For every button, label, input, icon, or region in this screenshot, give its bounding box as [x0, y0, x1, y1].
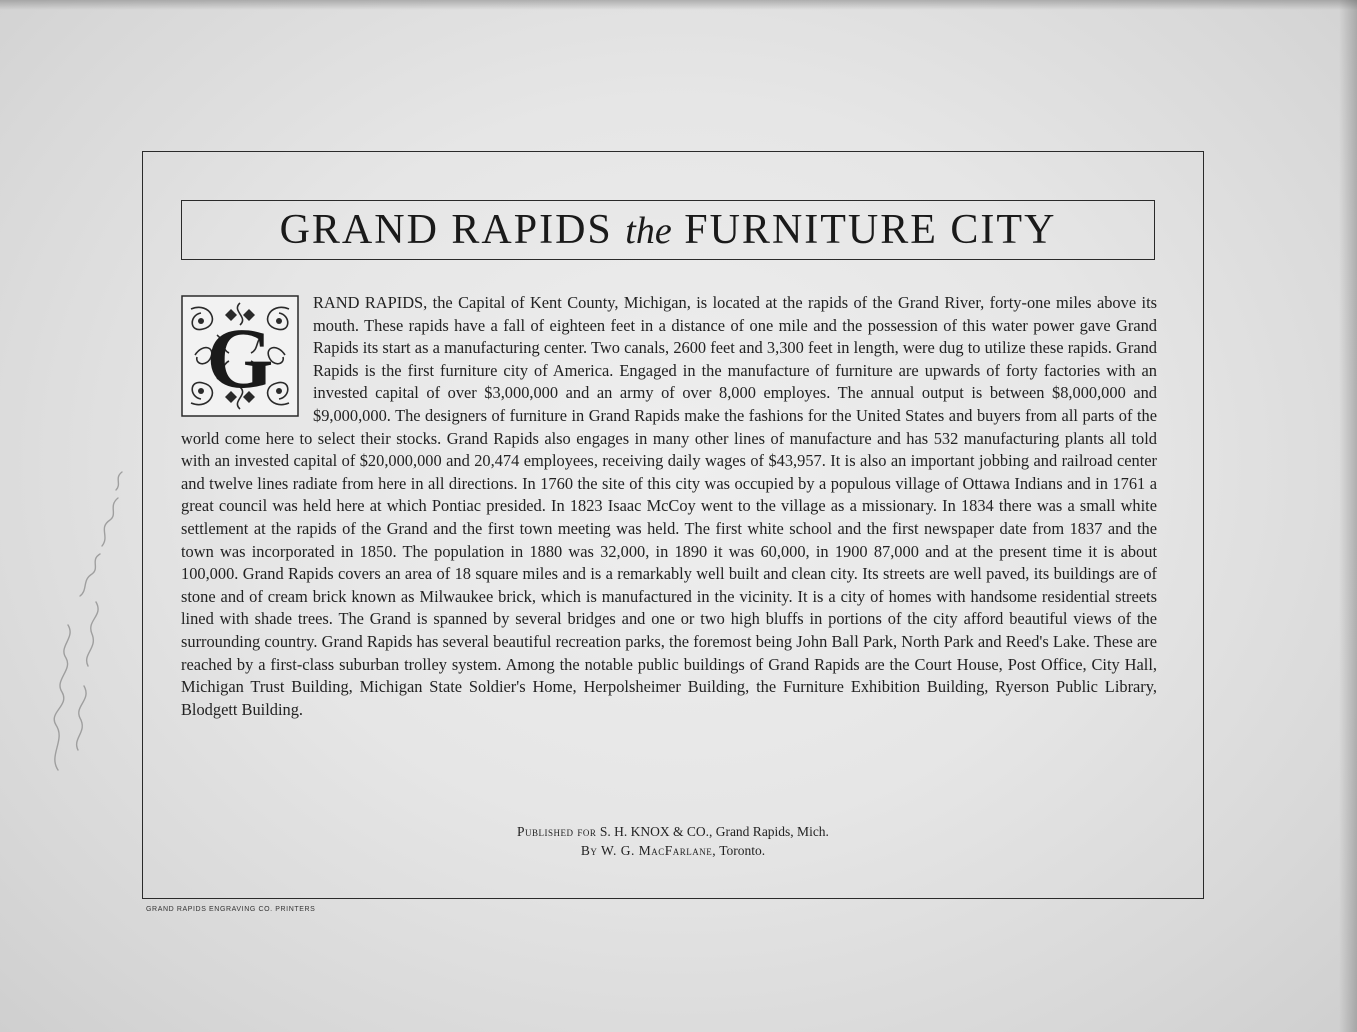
text-frame: [142, 151, 1204, 899]
pencil-inscription: [18, 470, 148, 790]
imprint-line-1: Published for S. H. KNOX & CO., Grand Rapids, Mich.: [517, 824, 829, 839]
imprint-line-2: By W. G. MacFarlane, Toronto.: [580, 843, 766, 858]
printer-credit: GRAND RAPIDS ENGRAVING CO. PRINTERS: [146, 906, 316, 913]
body-paragraph: [181, 292, 1157, 721]
title-part-2: the: [625, 210, 672, 252]
title-part-1: GRAND RAPIDS: [279, 207, 613, 253]
title-box: [181, 200, 1155, 260]
publisher-imprint: [143, 822, 1203, 860]
title-part-3: FURNITURE CITY: [684, 207, 1057, 253]
body-text: the Capital of Kent County, Michigan, is located at the rapids of the Grand River, forty-one miles above its mouth. These rapids have a fall of eighteen feet in a distance of one mile and the possession of this water power gave Grand Rapids its start as a manufacturing center. Two canals, 2600 feet and 3,300 feet in length, were dug to utilize these rapids. Grand Rapids is the first furniture city of America. Engaged in the manufacture of furniture are upwards of forty factories with an invested capital of over $3,000,000 and an army of over 8,000 employes. The annual output is between $8,000,000 and $9,000,000. The designers of furniture in Grand Rapids make the fashions for the United States and buyers from all parts of the world come here to select their stocks. Grand Rapids also engages in many other lines of manufacture and has 532 manufacturing plants all told with an invested capital of $20,000,000 and 20,474 employees, receiving daily wages of $43,957. It is also an important jobbing and railroad center and twelve lines radiate from here in all directions. In 1760 the site of this city was occupied by a populous village of Ottawa Indians and in 1761 a great council was held here at which Pontiac presided. In 1823 Isaac McCoy went to the village as a missionary. In 1834 there was a small white settlement at the rapids of the Grand and the first town meeting was held. The first white school and the first newspaper date from 1837 and the town was incorporated in 1850. The population in 1880 was 32,000, in 1890 it was 60,000, in 1900 87,000 and at the present time it is about 100,000. Grand Rapids covers an area of 18 square miles and is a remarkably well built and clean city. Its streets are well paved, its buildings are of stone and of cream brick known as Milwaukee brick, which is manufactured in the vicinity. It is a city of homes with handsome residential streets lined with shade trees. The Grand is spanned by several bridges and one or two high bluffs in portions of the city afford beautiful views of the surrounding country. Grand Rapids has several beautiful recreation parks, the foremost being John Ball Park, North Park and Reed's Lake. These are reached by a first-class suburban trolley system. Among the notable public buildings of Grand Rapids are the Court House, Post Office, City Hall, Michigan Trust Building, Michigan State Soldier's Home, Herpolsheimer Building, the Furniture Exhibition Building, Ryerson Public Library, Blodgett Building.: [181, 293, 1158, 719]
page-edge-shadow-right: [1339, 0, 1357, 1032]
svg-text:G: G: [206, 310, 274, 406]
page-edge-shadow-top: [0, 0, 1357, 10]
body-first-words: RAND RAPIDS,: [313, 293, 428, 312]
drop-cap-ornament: [181, 295, 299, 417]
page-title: [280, 206, 1057, 254]
